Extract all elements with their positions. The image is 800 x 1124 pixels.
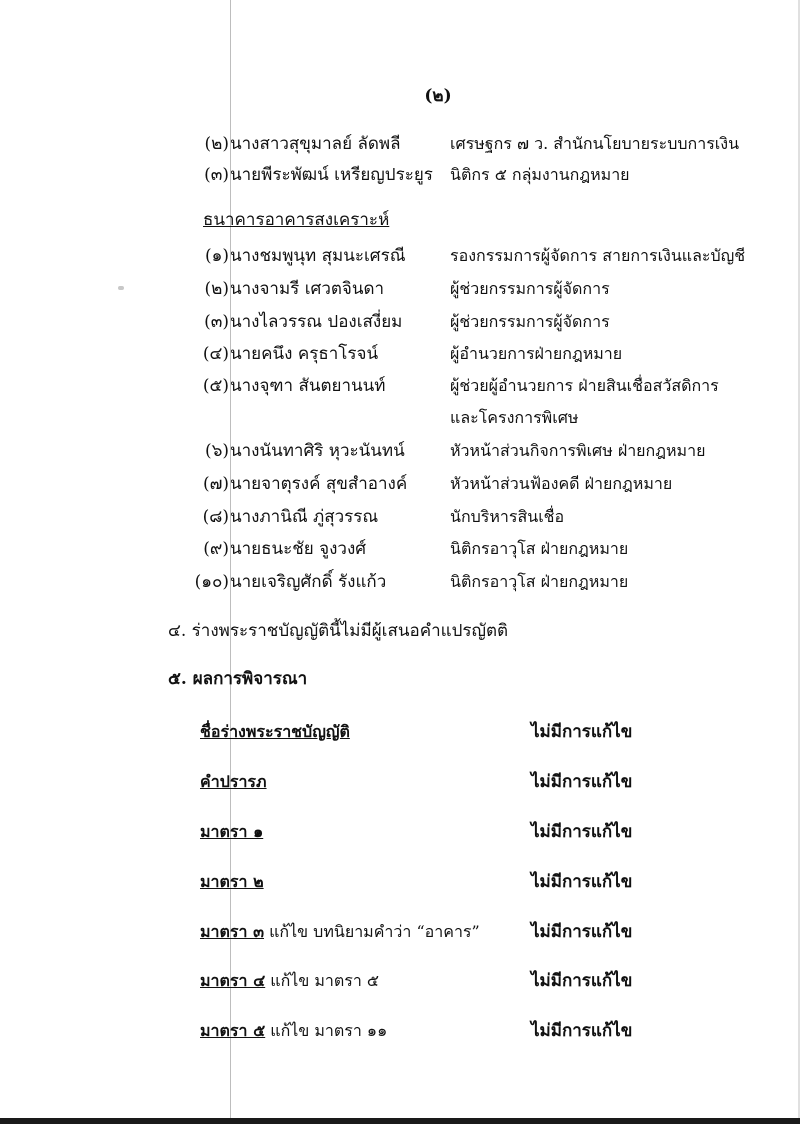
member-name: นายจาตุรงค์ สุขสำอางค์: [230, 474, 408, 494]
result-section: มาตรา ๑: [200, 822, 264, 841]
result-label: [200, 872, 264, 892]
result-section: ชื่อร่างพระราชบัญญัติ: [200, 722, 350, 741]
member-position: หัวหน้าส่วนฟ้องคดี ฝ่ายกฎหมาย: [450, 474, 673, 493]
result-extra: แก้ไข มาตรา ๕: [265, 971, 380, 990]
member-position: ผู้ช่วยกรรมการผู้จัดการ: [450, 312, 610, 331]
member-name: นางไลวรรณ ปองเสงี่ยม: [230, 312, 403, 332]
member-name: นางชมพูนุท สุมนะเศรณี: [230, 246, 406, 266]
member-position: นักบริหารสินเชื่อ: [450, 507, 565, 526]
result-label: [200, 1021, 387, 1041]
page-number: (๒): [424, 86, 452, 106]
member-number: (๓): [204, 312, 229, 332]
result-label: [200, 772, 267, 792]
result-status: ไม่มีการแก้ไข: [531, 971, 633, 991]
scan-speck: [118, 286, 124, 290]
member-number: (๑): [204, 246, 229, 266]
result-label: [200, 722, 350, 742]
continuation-position: เศรษฐกร ๗ ว. สำนักนโยบายระบบการเงิน: [450, 134, 740, 153]
result-section: มาตรา ๔: [200, 971, 266, 990]
result-status: ไม่มีการแก้ไข: [531, 872, 633, 892]
result-section: มาตรา ๒: [200, 872, 264, 891]
result-label: [200, 922, 480, 942]
result-status: ไม่มีการแก้ไข: [531, 772, 633, 792]
member-name: นางจามรี เศวตจินดา: [230, 279, 385, 299]
member-position: ผู้อำนวยการฝ่ายกฎหมาย: [450, 344, 623, 363]
member-name: นายคนึง ครุธาโรจน์: [230, 344, 379, 364]
member-position-continued: และโครงการพิเศษ: [450, 408, 579, 427]
continuation-name: นางสาวสุขุมาลย์ ลัดพลี: [230, 134, 401, 154]
member-number: (๘): [202, 507, 229, 527]
result-status: ไม่มีการแก้ไข: [531, 722, 633, 742]
member-name: นางจุฑา สันตยานนท์: [230, 376, 386, 396]
result-label: [200, 822, 263, 842]
result-section: คำปรารภ: [200, 772, 267, 791]
item-5-heading: ๕. ผลการพิจารณา: [168, 669, 308, 689]
organization-heading: ธนาคารอาคารสงเคราะห์: [203, 210, 390, 230]
member-number: (๗): [202, 474, 229, 494]
result-status: ไม่มีการแก้ไข: [531, 822, 633, 842]
item-4-no-amendments: ๔. ร่างพระราชบัญญัตินี้ไม่มีผู้เสนอคำแปรญัตติ: [168, 621, 509, 641]
member-name: นายธนะชัย จูงวงศ์: [230, 539, 367, 559]
member-number: (๒): [204, 279, 229, 299]
result-extra: แก้ไข มาตรา ๑๑: [265, 1021, 388, 1040]
member-position: นิติกรอาวุโส ฝ่ายกฎหมาย: [450, 539, 629, 558]
continuation-number: (๒): [204, 134, 229, 154]
member-number: (๑๐): [194, 572, 229, 592]
page-bottom-edge: [0, 1118, 800, 1124]
member-number: (๖): [204, 441, 229, 461]
member-name: นางภานิณี ภู่สุวรรณ: [230, 507, 379, 527]
result-section: มาตรา ๓: [200, 922, 265, 941]
member-position: ผู้ช่วยผู้อำนวยการ ฝ่ายสินเชื่อสวัสดิการ: [450, 376, 719, 395]
member-position: หัวหน้าส่วนกิจการพิเศษ ฝ่ายกฎหมาย: [450, 441, 706, 460]
result-status: ไม่มีการแก้ไข: [531, 1021, 633, 1041]
continuation-number: (๓): [204, 165, 229, 185]
member-name: นางนันทาศิริ หุวะนันทน์: [230, 441, 405, 461]
member-number: (๔): [202, 344, 229, 364]
member-position: ผู้ช่วยกรรมการผู้จัดการ: [450, 279, 610, 298]
member-position: รองกรรมการผู้จัดการ สายการเงินและบัญชี: [450, 246, 746, 265]
member-name: นายเจริญศักดิ์ รังแก้ว: [230, 572, 387, 592]
result-extra: แก้ไข บทนิยามคำว่า “อาคาร”: [264, 922, 480, 941]
continuation-name: นายพีระพัฒน์ เหรียญประยูร: [230, 165, 433, 185]
result-section: มาตรา ๕: [200, 1021, 266, 1040]
member-number: (๙): [203, 539, 229, 559]
continuation-position: นิติกร ๕ กลุ่มงานกฎหมาย: [450, 165, 630, 184]
member-number: (๕): [202, 376, 229, 396]
result-label: [200, 971, 379, 991]
result-status: ไม่มีการแก้ไข: [531, 922, 633, 942]
member-position: นิติกรอาวุโส ฝ่ายกฎหมาย: [450, 572, 629, 591]
